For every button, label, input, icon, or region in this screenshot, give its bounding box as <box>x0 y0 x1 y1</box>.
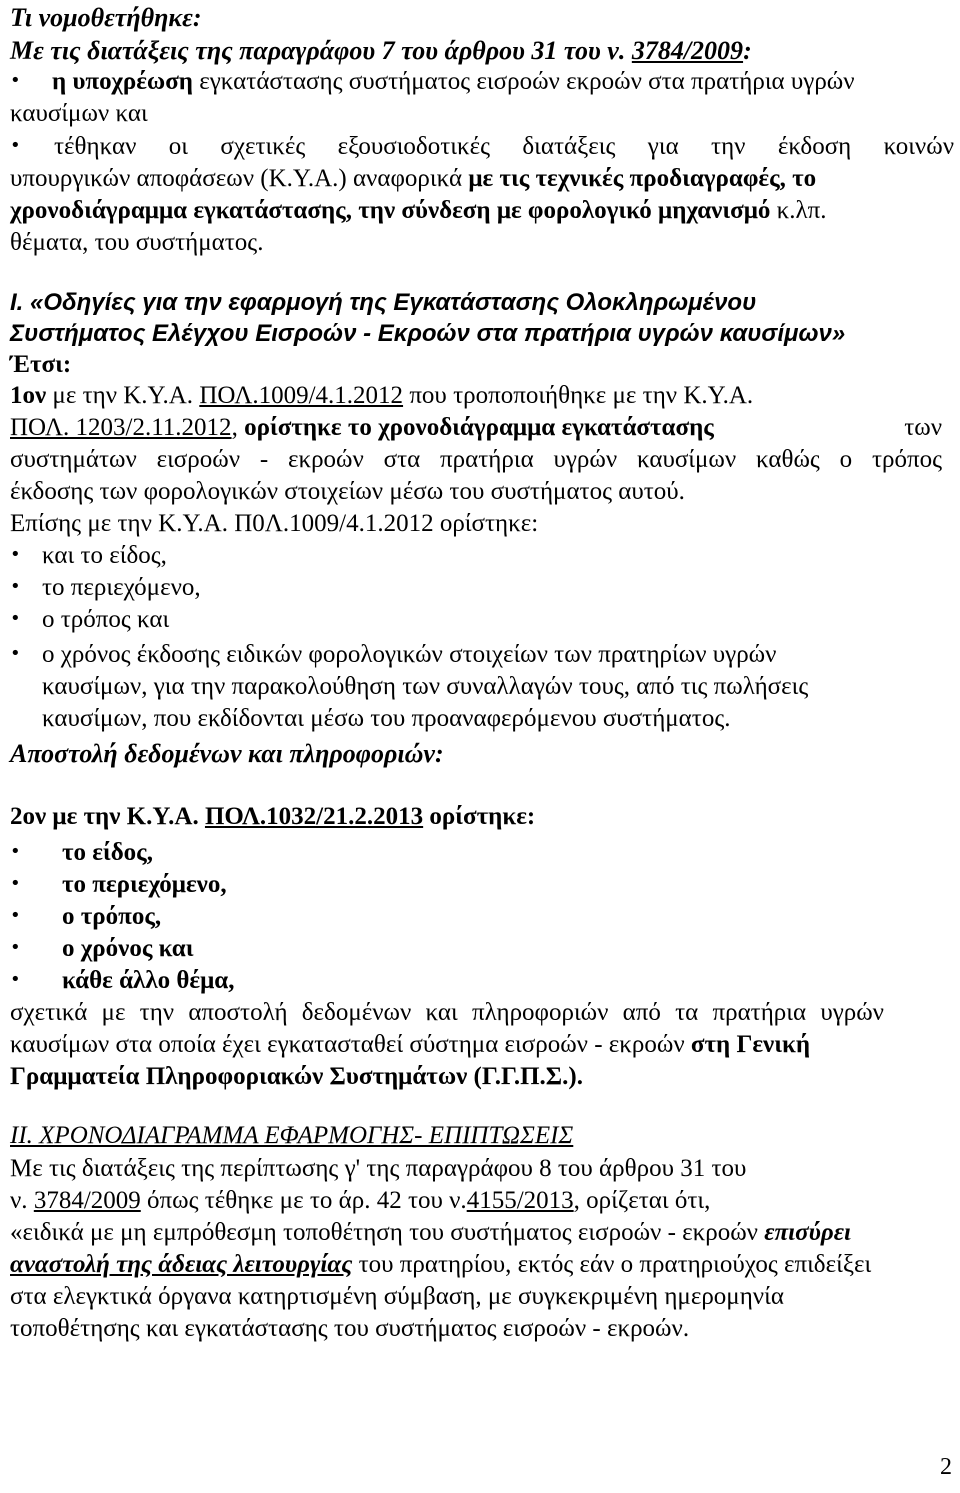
etsi-label: Έτσι: <box>10 351 72 378</box>
p3-bold: στη Γενική <box>690 1031 811 1058</box>
bullet-1-text: εγκατάστασης συστήματος εισροών εκροών στα πρατήρια υγρών <box>193 68 855 95</box>
list-1-item: το περιεχόμενο, <box>42 574 201 601</box>
page-number: 2 <box>940 1454 952 1480</box>
paragraph-4-line-3 <box>10 1220 851 1245</box>
bullet-marker: • <box>10 70 21 91</box>
second-ordinal-line <box>10 804 535 829</box>
law-link-pol-1203[interactable]: ΠΟΛ. 1203/2.11.2012 <box>10 414 232 441</box>
p3-text: καυσίμων στα οποία έχει εγκατασταθεί σύστημα εισροών - εκροών <box>10 1031 691 1058</box>
list-2-item: ο τρόπος, <box>62 903 162 930</box>
p1-bold-2: χρονοδιάγραμμα εγκατάστασης, την σύνδεση με φορολογικό μηχανισμό <box>10 197 771 224</box>
bullet-marker: • <box>10 969 21 990</box>
bullet-marker: • <box>10 544 21 565</box>
law-link-3784[interactable]: 3784/2009 <box>631 36 744 65</box>
bullet-marker: • <box>10 135 21 156</box>
also-line: Επίσης με την Κ.Υ.Α. Π0Λ.1009/4.1.2012 ορίστηκε: <box>10 510 539 537</box>
list-1-item: ο χρόνος έκδοσης ειδικών φορολογικών στοιχείων των πρατηρίων υγρών <box>42 641 777 668</box>
bullet-marker: • <box>10 608 21 629</box>
bullet-1-line-1 <box>52 69 855 94</box>
p4-bold-italic-2: αναστολή της άδειας λειτουργίας <box>10 1251 353 1278</box>
second-ordinal-text: 2ον με την Κ.Υ.Α. <box>10 803 205 830</box>
p4-text-4: του πρατηρίου, εκτός εάν ο πρατηριούχος επιδείξει <box>352 1251 872 1278</box>
top-heading: Τι νομοθετήθηκε: <box>10 3 202 32</box>
section-1-title: «Οδηγίες για την εφαρμογή της Εγκατάστασης Ολοκληρωμένου <box>23 289 757 316</box>
first-law-line <box>10 383 753 408</box>
bullet-1-line-2: καυσίμων και <box>10 100 148 127</box>
list-1-item: και το είδος, <box>42 542 167 569</box>
bullet-marker: • <box>10 937 21 958</box>
list-2-item: κάθε άλλο θέμα, <box>62 967 235 994</box>
p4-text-c: , ορίζεται ότι, <box>573 1187 711 1214</box>
paragraph-1-line-2 <box>10 166 816 191</box>
second-tail: των <box>904 414 942 441</box>
section-3-heading: II. ΧΡΟΝΟΔΙΑΓΡΑΜΜΑ ΕΦΑΡΜΟΓΗΣ- ΕΠΙΠΤΩΣΕΙΣ <box>10 1122 574 1149</box>
list-2-item: το είδος, <box>62 839 153 866</box>
bullet-1-bold: η υποχρέωση <box>52 68 193 95</box>
paragraph-1-line-1: τέθηκαν οι σχετικές εξουσιοδοτικές διατάξεις για την έκδοση κοινών <box>54 133 954 160</box>
paragraph-4-line-4 <box>10 1252 871 1277</box>
paragraph-4-line-2 <box>10 1188 710 1213</box>
list-2-item: ο χρόνος και <box>62 935 194 962</box>
paragraph-2-line-1: συστημάτων εισροών - εκροών στα πρατήρια υγρών καυσίμων καθώς ο τρόπος <box>10 446 942 473</box>
section-2-heading: Αποστολή δεδομένων και πληροφοριών: <box>10 739 444 768</box>
paragraph-1-line-4: θέματα, του συστήματος. <box>10 229 264 256</box>
bullet-marker: • <box>10 841 21 862</box>
bullet-marker: • <box>10 905 21 926</box>
paragraph-2-line-2: έκδοσης των φορολογικών στοιχείων μέσω του συστήματος αυτού. <box>10 478 685 505</box>
ordinal-first: 1ον <box>10 382 47 409</box>
schedule-bold: ορίστηκε το χρονοδιάγραμμα εγκατάστασης <box>244 414 714 441</box>
paragraph-4-line-1: Με τις διατάξεις της περίπτωσης γ' της παραγράφου 8 του άρθρου 31 του <box>10 1155 747 1182</box>
paragraph-4-line-6: τοποθέτησης και εγκατάστασης του συστήματος εισροών - εκροών. <box>10 1315 690 1342</box>
second-ordinal-post: ορίστηκε: <box>423 803 536 830</box>
p4-text-b: όπως τέθηκε με το άρ. 42 του ν. <box>140 1187 467 1214</box>
law-link-3784-b[interactable]: 3784/2009 <box>33 1187 141 1214</box>
intro-text: Με τις διατάξεις της παραγράφου 7 του άρθρου 31 του ν. <box>10 36 632 65</box>
list-1-item-continuation: καυσίμων, για την παρακολούθηση των συναλλαγών τους, από τις πωλήσεις <box>42 673 809 700</box>
p4-text-3: «ειδικά με μη εμπρόθεσμη τοποθέτηση του συστήματος εισροών - εκροών <box>10 1219 765 1246</box>
bullet-marker: • <box>10 576 21 597</box>
first-text-post: που τροποποιήθηκε με την Κ.Υ.Α. <box>403 382 754 409</box>
p1-text-2: κ.λπ. <box>770 197 827 224</box>
paragraph-4-line-5: στα ελεγκτικά όργανα κατηρτισμένη σύμβαση, με συγκεκριμένη ημερομηνία <box>10 1283 784 1310</box>
list-1-item-continuation: καυσίμων, που εκδίδονται μέσω του προαναφερόμενου συστήματος. <box>42 705 731 732</box>
bullet-marker: • <box>10 873 21 894</box>
p4-text-a: ν. <box>10 1187 34 1214</box>
section-1-heading-line-1 <box>10 291 756 315</box>
intro-colon: : <box>743 36 752 65</box>
paragraph-3-line-1: σχετικά με την αποστολή δεδομένων και πληροφοριών από τα πρατήρια υγρών <box>10 999 884 1026</box>
p1-bold: με τις τεχνικές προδιαγραφές, το <box>468 165 817 192</box>
p4-bold-italic-1: επισύρει <box>764 1219 851 1246</box>
first-text: με την Κ.Υ.Α. <box>46 382 200 409</box>
second-comma: , <box>231 414 245 441</box>
second-law-line <box>10 415 942 440</box>
paragraph-3-line-2 <box>10 1032 810 1057</box>
law-link-4155[interactable]: 4155/2013 <box>466 1187 574 1214</box>
law-link-pol-1009[interactable]: ΠΟΛ.1009/4.1.2012 <box>199 382 404 409</box>
list-1-item: ο τρόπος και <box>42 606 170 633</box>
paragraph-3-line-3: Γραμματεία Πληροφοριακών Συστημάτων (Γ.Γ.Π.Σ.). <box>10 1063 583 1090</box>
law-link-pol-1032[interactable]: ΠΟΛ.1032/21.2.2013 <box>204 803 424 830</box>
intro-line <box>10 38 752 64</box>
section-1-number: I. <box>10 289 24 316</box>
paragraph-1-line-3 <box>10 198 826 223</box>
bullet-marker: • <box>10 643 21 664</box>
p1-text: υπουργικών αποφάσεων (Κ.Υ.Α.) αναφορικά <box>10 165 469 192</box>
list-2-item: το περιεχόμενο, <box>62 871 227 898</box>
section-1-heading-line-2: Συστήματος Ελέγχου Εισροών - Εκροών στα πρατήρια υγρών καυσίμων» <box>10 320 846 347</box>
